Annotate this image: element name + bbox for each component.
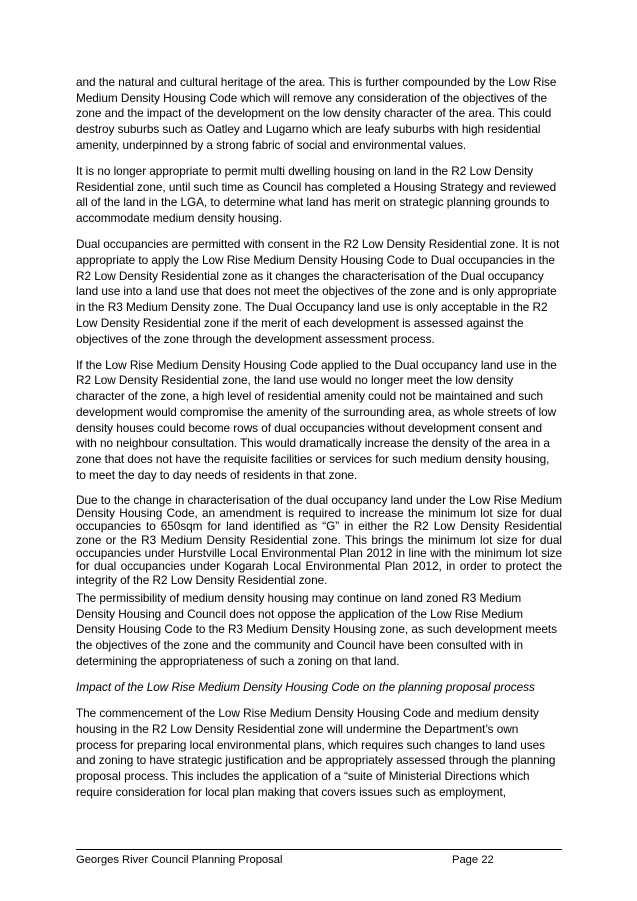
paragraph-code-impact: If the Low Rise Medium Density Housing Code applied to the Dual occupancy land use in the R2 Low Density Residential zone, the land use would no longer meet the low density character of the zone, a high level of residential amenity could not be maintained and such development would compromise the amenity of the surrounding area, as whole streets of low density houses could become rows of dual occupancies without development consent and with no neighbour consultation. This would dramatically increase the density of the area in a zone that does not have the requisite facilities or services for such medium density housing, to meet the day to day needs of residents in that zone. (76, 357, 557, 482)
paragraph-minimum-lot-size: Due to the change in characterisation of the dual occupancy land under the Low Rise Medium Density Housing Code, an amendment is required to increase the minimum lot size for dual occupancies to 650sqm for land identified as “G” in either the R2 Low Density Residential zone or the R3 Medium Density Residential zone. This brings the minimum lot size for dual occupancies under Hurstville Local Environmental Plan 2012 in line with the minimum lot size for dual occupancies under Kogarah Local Environmental Plan 2012, in order to protect the integrity of the R2 Low Density Residential zone. (76, 492, 562, 587)
paragraph-r3-zone: The permissibility of medium density housing may continue on land zoned R3 Medium Density Housing and Council does not oppose the application of the Low Rise Medium Density Housing Code to the R3 Medium Density Housing zone, as such development meets the objectives of the zone and the community and Council have been consulted with in determining the appropriateness of such a zoning on that land. (76, 590, 557, 668)
paragraph-heritage: and the natural and cultural heritage of the area. This is further compounded by the Low Rise Medium Density Housing Code which will remove any consideration of the objectives of the zone and the impact of the development on the low density character of the area. This could destroy suburbs such as Oatley and Lugarno which are leafy suburbs with high residential amenity, underpinned by a strong fabric of social and environmental values. (76, 75, 557, 152)
footer-divider (76, 849, 562, 850)
body-content (76, 75, 562, 800)
paragraph-dual-occupancies: Dual occupancies are permitted with consent in the R2 Low Density Residential zone. It is not appropriate to apply the Low Rise Medium Density Housing Code to Dual occupancies in the R2 Low Density Residential zone as it changes the characterisation of the Dual occupancy land use into a land use that does not meet the objectives of the zone and is only appropriate in the R3 Medium Density zone. The Dual Occupancy land use is only acceptable in the R2 Low Density Residential zone if the merit of each development is assessed against the objectives of the zone through the development assessment process. (76, 237, 560, 346)
footer-title: Georges River Council Planning Proposal (76, 854, 283, 866)
paragraph-planning-process: The commencement of the Low Rise Medium Density Housing Code and medium density housing in the R2 Low Density Residential zone will undermine the Department’s own process for preparing local environmental plans, which requires such changes to land uses and zoning to have strategic justification and be appropriately assessed through the planning proposal process. This includes the application of a “suite of Ministerial Directions which require consideration for local plan making that covers issues such as employment, (76, 706, 556, 799)
section-heading: Impact of the Low Rise Medium Density Housing Code on the planning proposal process (76, 679, 535, 694)
paragraph-multi-dwelling: It is no longer appropriate to permit multi dwelling housing on land in the R2 Low Density Residential zone, until such time as Council has completed a Housing Strategy and reviewed all of the land in the LGA, to determine what land has merit on strategic planning grounds to accommodate medium density housing. (76, 164, 557, 226)
page-number: Page 22 (452, 854, 494, 866)
